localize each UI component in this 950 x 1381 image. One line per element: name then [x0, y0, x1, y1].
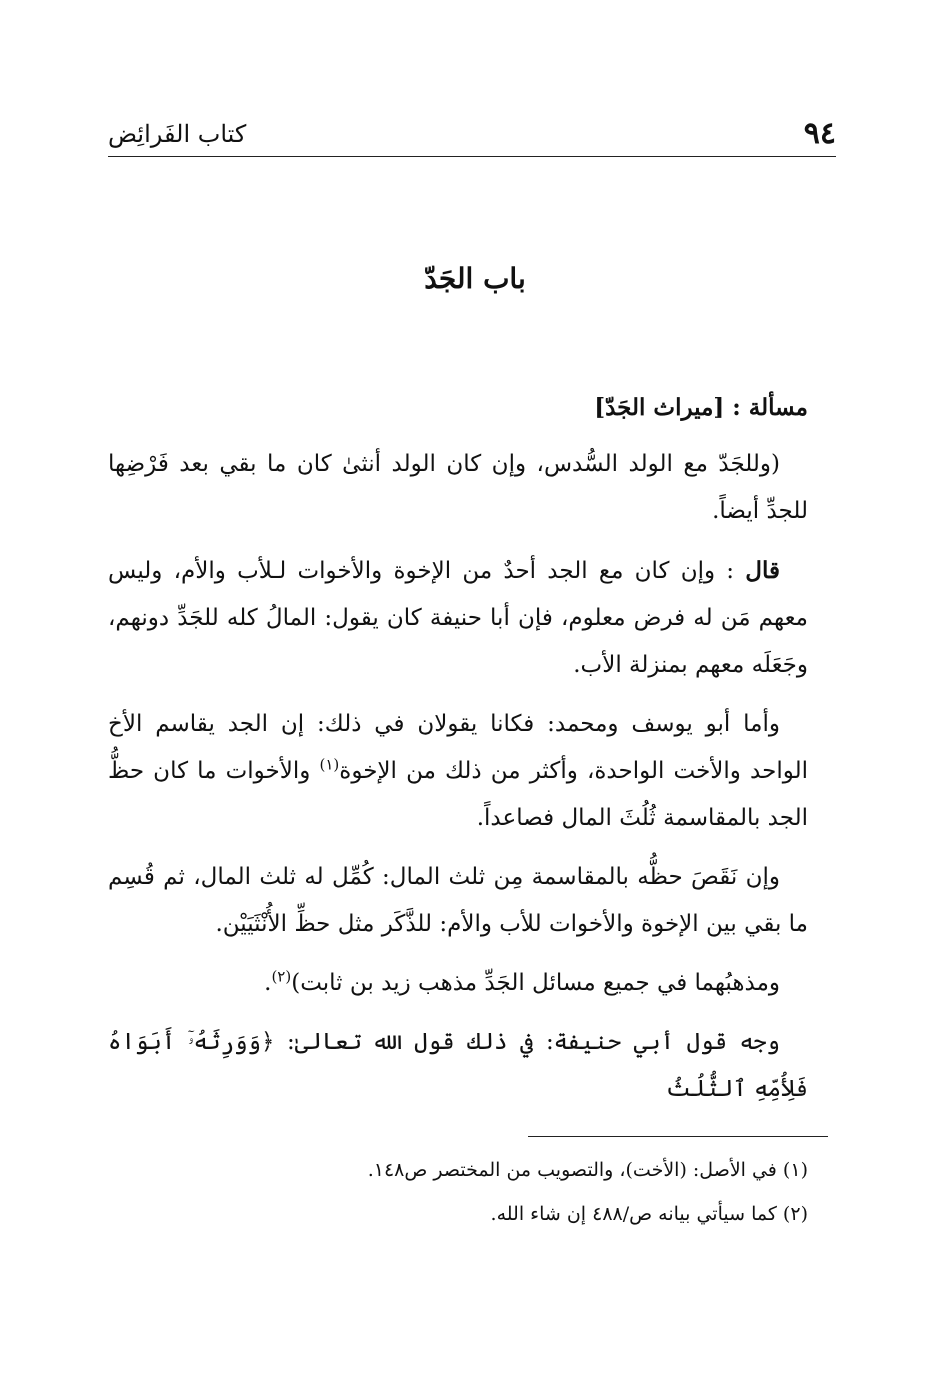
paragraph-3-text-b: والأخوات ما كان حظُّ الجد بالمقاسمة ثُلُثَ المال فصاعداً. — [108, 758, 808, 831]
chapter-title: باب الجَدّ — [424, 262, 526, 295]
paragraph-6: وجه قول أبي حنيفة: في ذلك قول الله تعالىٰ: ﴿وَوَرِثَهُۥٓ أَبَوَاهُ فَلِأُمِّهِ ٱلثُّلُثُ — [108, 1029, 808, 1102]
running-header — [108, 112, 836, 157]
footnote-2: (٢) كما سيأتي بيانه ص/٤٨٨ إن شاء الله. — [490, 1203, 808, 1225]
paragraph-5 — [108, 960, 808, 1007]
footnote-ref-1[interactable]: (١) — [319, 755, 340, 774]
paragraph-1: (وللجَدّ مع الولد السُّدس، وإن كان الولد أنثىٰ كان ما بقي بعد فَرْضِها للجدِّ أيضاً. — [108, 451, 808, 524]
book-title: كتاب الفَرائِض — [108, 120, 247, 148]
body-text — [108, 384, 808, 1125]
footnote-divider — [528, 1136, 828, 1137]
paragraph-3 — [108, 701, 808, 842]
paragraph-2-label: قال — [745, 557, 780, 584]
paragraph-2-text: : وإن كان مع الجد أحدٌ من الإخوة والأخوات لـلأب والأم، وليس معهم مَن له فرض معلوم، فإن أبا حنيفة كان يقول: المالُ كله للجَدِّ دونهم، وجَعَلَه معهم بمنزلة الأب. — [108, 558, 808, 678]
paragraph-4: وإن نَقَصَ حظُّه بالمقاسمة مِن ثلث المال: كُمِّل له ثلث المال، ثم قُسِم ما بقي بين الإخوة والأخوات للأب والأم: للذَّكَر مثل حظِّ الأُنْثَيَيْن. — [108, 864, 808, 937]
page-number: ٩٤ — [803, 116, 836, 151]
footnote-ref-2[interactable]: (٢) — [271, 967, 292, 986]
section-heading: مسألة : [ميراث الجَدّ] — [594, 394, 808, 421]
paragraph-5-text-a: ومذهبُهما في جميع مسائل الجَدِّ مذهب زيد بن ثابت) — [291, 970, 780, 996]
footnote-1: (١) في الأصل: (الأخت)، والتصويب من المختصر ص١٤٨. — [367, 1159, 808, 1181]
paragraph-3-text-a: وأما أبو يوسف ومحمد: فكانا يقولان في ذلك: إن الجد يقاسم الأخ الواحد والأخت الواحدة، وأكثر من ذلك من الإخوة — [108, 711, 809, 784]
footnotes — [160, 1150, 808, 1238]
paragraph-2 — [108, 547, 808, 689]
paragraph-5-text-b: . — [264, 970, 272, 996]
